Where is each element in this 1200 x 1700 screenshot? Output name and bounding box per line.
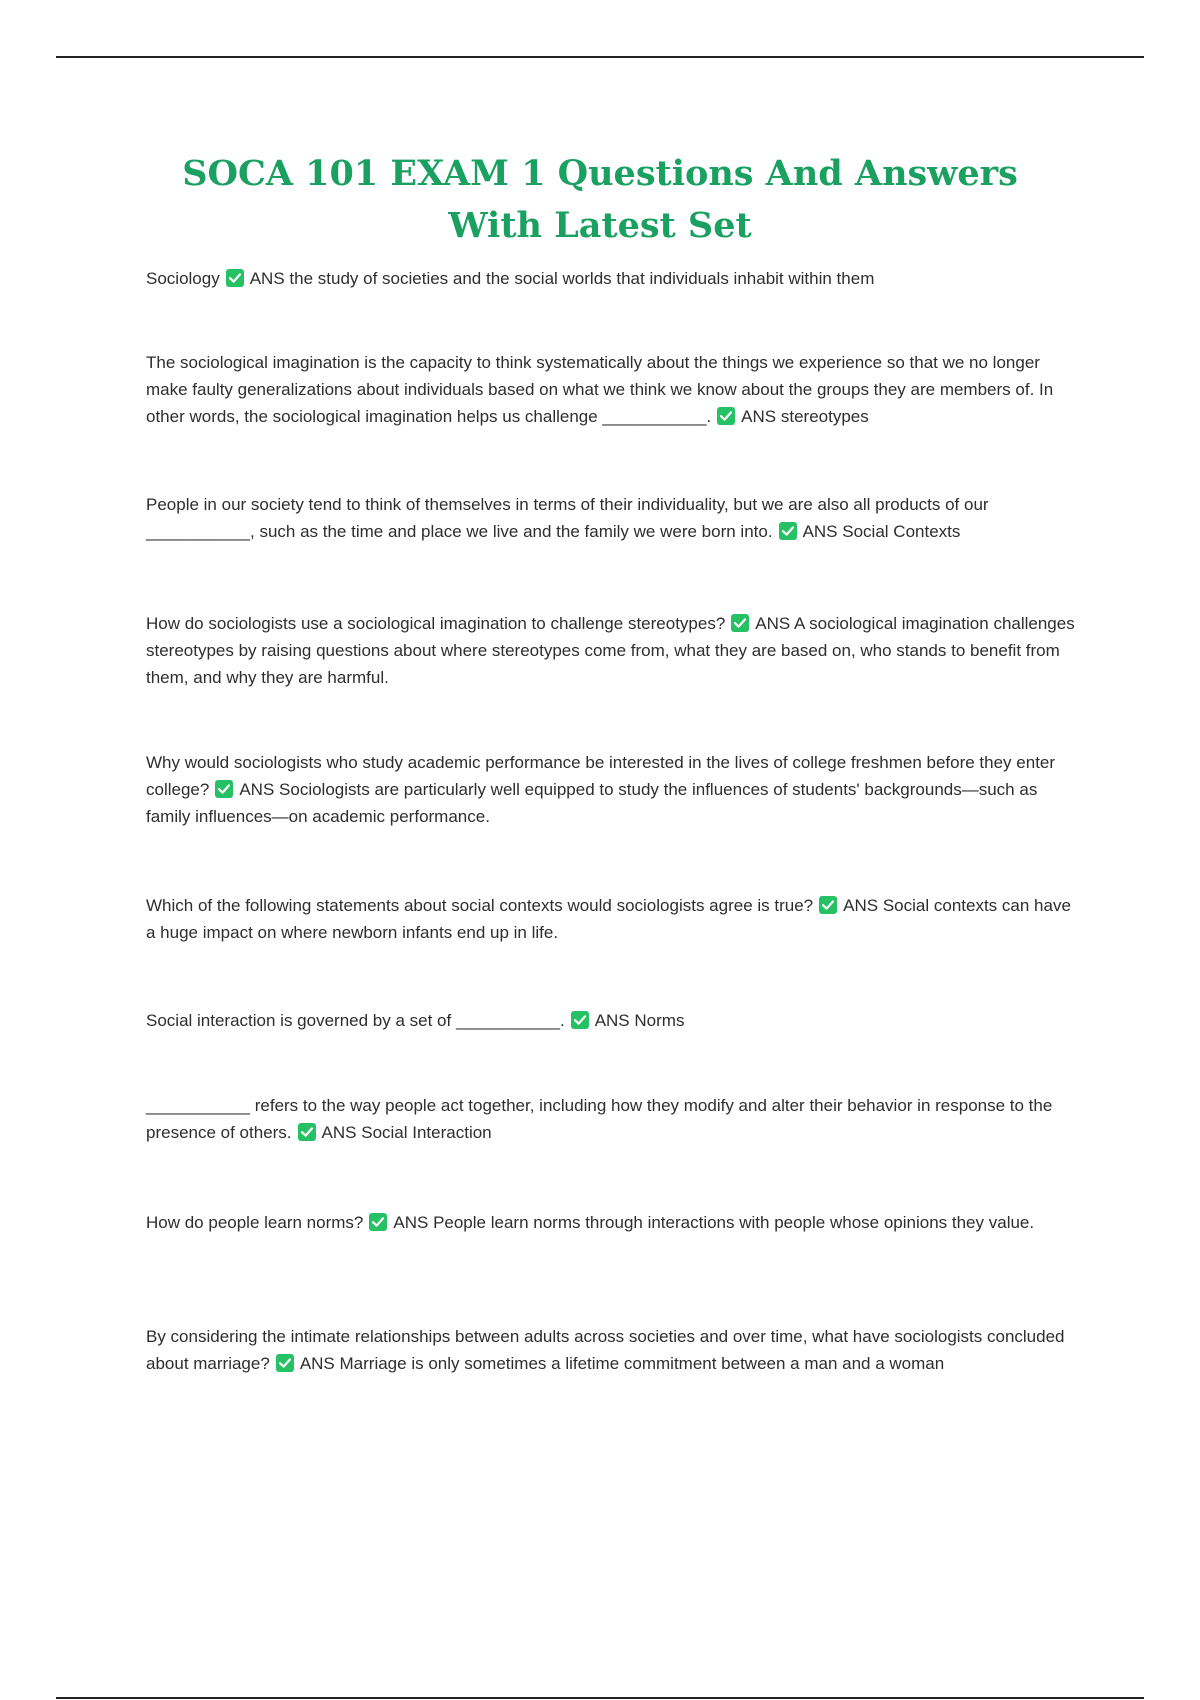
checkmark-icon <box>819 896 837 914</box>
checkmark-icon <box>226 269 244 287</box>
qa-item <box>146 349 1080 430</box>
qa-item <box>146 1092 1080 1146</box>
qa-item <box>146 892 1080 946</box>
qa-item <box>146 749 1080 830</box>
qa-item <box>146 1323 1080 1377</box>
answer-text: the study of societies and the social worlds that individuals inhabit within them <box>289 269 875 288</box>
qa-item <box>146 491 1080 545</box>
question-text: ___________ refers to the way people act together, including how they modify and alter their behavior in response to the presence of others. <box>146 1096 1053 1142</box>
answer-marker: ANS <box>239 780 275 799</box>
answer-marker: ANS <box>802 522 838 541</box>
checkmark-icon <box>369 1213 387 1231</box>
document-title: SOCA 101 EXAM 1 Questions And Answers With Latest Set <box>182 153 1018 246</box>
answer-text: A sociological imagination challenges stereotypes by raising questions about where stereotypes come from, what they are based on, who stands to benefit from them, and why they are harmful. <box>146 614 1075 687</box>
answer-marker: ANS <box>321 1123 357 1142</box>
checkmark-icon <box>276 1354 294 1372</box>
question-text: Which of the following statements about social contexts would sociologists agree is true? <box>146 896 814 915</box>
answer-marker: ANS <box>843 896 879 915</box>
answer-marker: ANS <box>299 1354 335 1373</box>
top-rule <box>56 56 1144 58</box>
checkmark-icon <box>779 522 797 540</box>
answer-text: Marriage is only sometimes a lifetime commitment between a man and a woman <box>339 1354 945 1373</box>
qa-item <box>146 265 1080 292</box>
answer-marker: ANS <box>755 614 791 633</box>
answer-text: People learn norms through interactions with people whose opinions they value. <box>433 1213 1035 1232</box>
answer-marker: ANS <box>249 269 285 288</box>
answer-marker: ANS <box>741 407 777 426</box>
checkmark-icon <box>571 1011 589 1029</box>
question-text: Sociology <box>146 269 220 288</box>
answer-text: Social Interaction <box>361 1123 492 1142</box>
question-text: By considering the intimate relationships between adults across societies and over time, what have sociologists concluded about marriage? <box>146 1327 1065 1373</box>
qa-item <box>146 610 1080 691</box>
checkmark-icon <box>298 1123 316 1141</box>
answer-text: Social contexts can have a huge impact on where newborn infants end up in life. <box>146 896 1071 942</box>
checkmark-icon <box>731 614 749 632</box>
bottom-rule <box>56 1697 1144 1699</box>
answer-marker: ANS <box>393 1213 429 1232</box>
answer-marker: ANS <box>594 1011 630 1030</box>
question-text: The sociological imagination is the capacity to think systematically about the things we experience so that we no longer make faulty generalizations about individuals based on what we think we know about the groups they are members of. In other words, the sociological imagination helps us challenge ___________. <box>146 353 1054 426</box>
qa-item <box>146 1209 1080 1236</box>
question-text: How do people learn norms? <box>146 1213 364 1232</box>
question-text: Why would sociologists who study academic performance be interested in the lives of college freshmen before they enter college? <box>146 753 1056 799</box>
answer-text: Social Contexts <box>842 522 961 541</box>
checkmark-icon <box>215 780 233 798</box>
question-text: Social interaction is governed by a set of ___________. <box>146 1011 565 1030</box>
answer-text: Norms <box>634 1011 685 1030</box>
question-text: People in our society tend to think of themselves in terms of their individuality, but we are also all products of our ___________, such as the time and place we live and the family we were born into. <box>146 495 989 541</box>
question-text: How do sociologists use a sociological imagination to challenge stereotypes? <box>146 614 726 633</box>
answer-text: stereotypes <box>780 407 869 426</box>
answer-text: Sociologists are particularly well equipped to study the influences of students' backgrounds—such as family influences—on academic performance. <box>146 780 1038 826</box>
checkmark-icon <box>717 407 735 425</box>
qa-item <box>146 1007 1080 1034</box>
